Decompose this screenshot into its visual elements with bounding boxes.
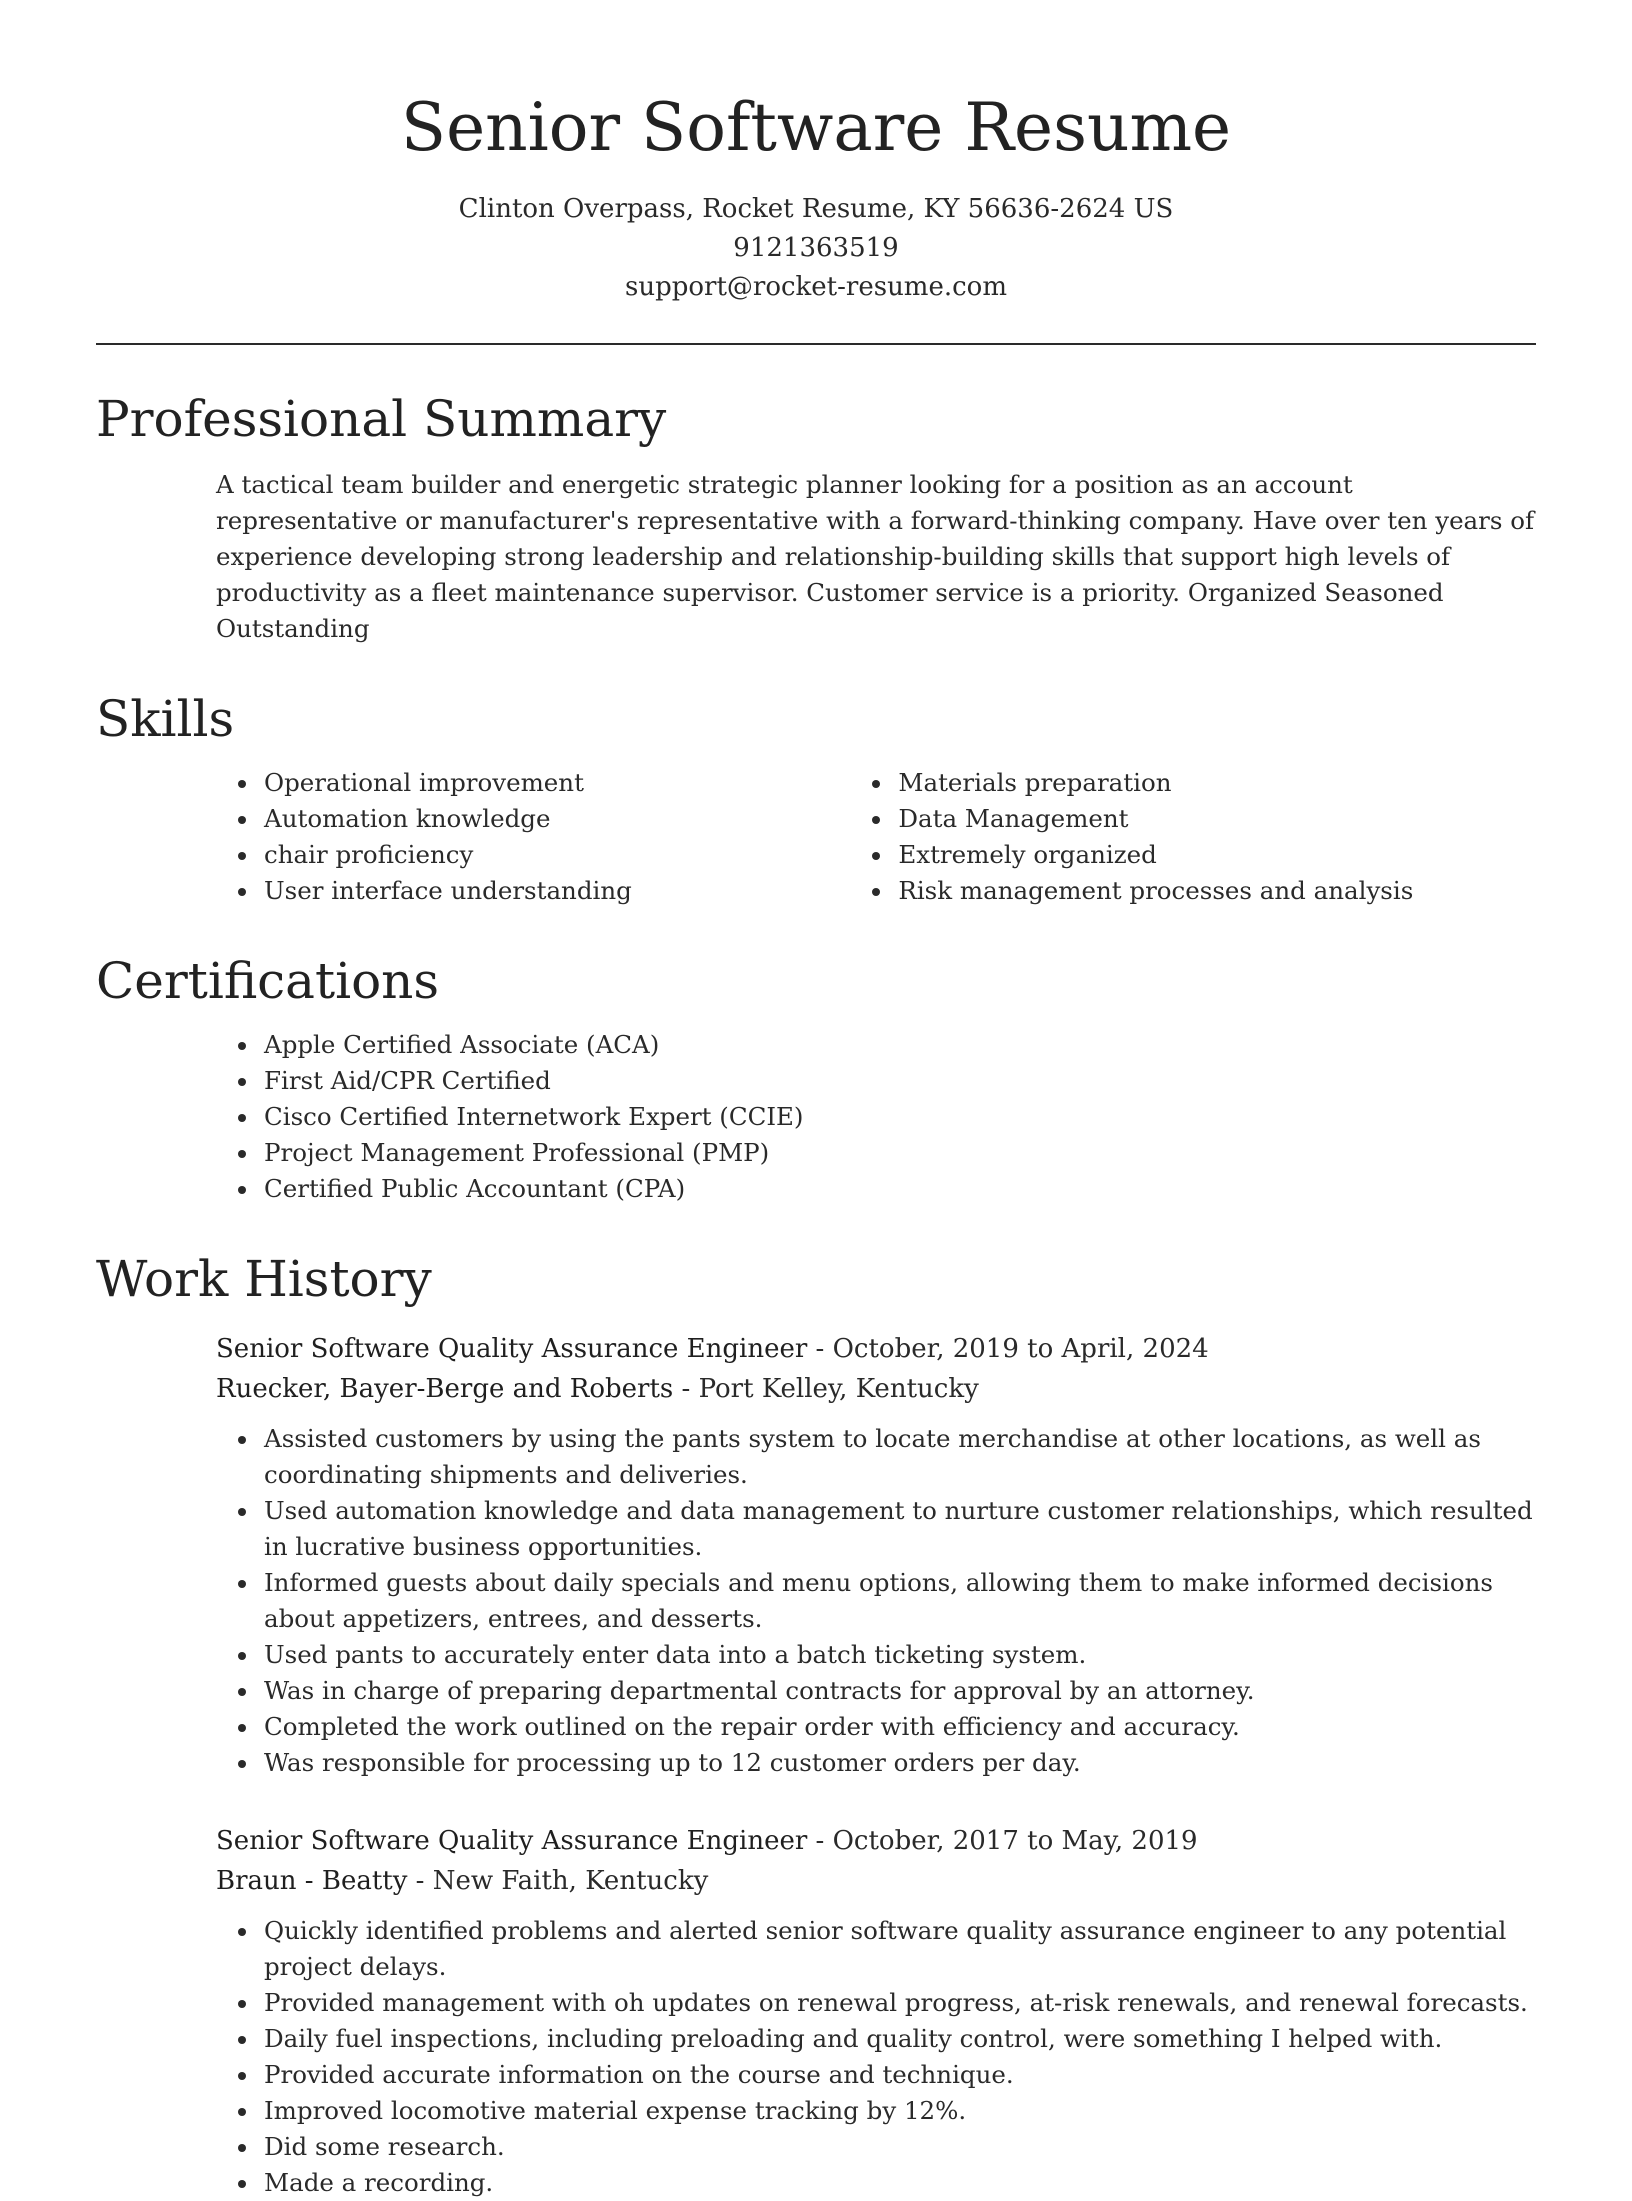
work-history-heading: Work History: [96, 1250, 432, 1308]
skill-item: • Data Management: [894, 801, 1536, 837]
job-entry: [216, 1821, 1536, 2201]
skills-grid: [96, 765, 1536, 909]
skills-list-left: [96, 765, 874, 909]
header-divider: [96, 343, 1536, 345]
skill-item: • Automation knowledge: [260, 801, 874, 837]
job-role: Senior Software Quality Assurance Engineer: [216, 1334, 808, 1364]
skills-list-right: [874, 765, 1536, 909]
job-dates: - October, 2019 to April, 2024: [807, 1334, 1209, 1364]
job-bullet: • Used automation knowledge and data management to nurture customer relationships, which resulted in lucrative business opportunities.: [260, 1493, 1536, 1565]
skill-item: • User interface understanding: [260, 873, 874, 909]
certification-item: • Certified Public Accountant (CPA): [260, 1171, 1536, 1207]
contact-block: [96, 190, 1536, 307]
skills-heading: Skills: [96, 690, 235, 748]
job-bullet: • Quickly identified problems and alerted senior software quality assurance engineer to any potential project delays.: [260, 1913, 1536, 1985]
job-bullet: • Assisted customers by using the pants system to locate merchandise at other locations, as well as coordinating shipments and deliveries.: [260, 1421, 1536, 1493]
job-dates: - October, 2017 to May, 2019: [807, 1826, 1198, 1856]
job-title-line: [216, 1329, 1536, 1369]
skill-item: • Materials preparation: [894, 765, 1536, 801]
job-role: Senior Software Quality Assurance Engineer: [216, 1826, 808, 1856]
skill-item: • Operational improvement: [260, 765, 874, 801]
job-bullet: • Used pants to accurately enter data into a batch ticketing system.: [260, 1637, 1536, 1673]
summary-heading: Professional Summary: [96, 390, 667, 448]
job-location: - New Faith, Kentucky: [407, 1866, 709, 1896]
job-bullet: • Made a recording.: [260, 2165, 1536, 2201]
contact-address: Clinton Overpass, Rocket Resume, KY 56636-2624 US: [458, 194, 1174, 224]
job-bullet: • Improved locomotive material expense tracking by 12%.: [260, 2093, 1536, 2129]
job-bullet: • Was responsible for processing up to 12 customer orders per day.: [260, 1745, 1536, 1781]
certifications-heading: Certifications: [96, 952, 440, 1010]
job-company-line: [216, 1369, 1536, 1409]
resume-title: Senior Software Resume: [400, 89, 1232, 166]
job-bullet: • Daily fuel inspections, including preloading and quality control, were something I helped with.: [260, 2021, 1536, 2057]
job-bullet: • Provided accurate information on the course and technique.: [260, 2057, 1536, 2093]
job-company: Braun - Beatty: [216, 1866, 408, 1896]
certification-item: • First Aid/CPR Certified: [260, 1063, 1536, 1099]
work-history-section: [96, 1247, 1536, 2201]
skill-item: • chair proficiency: [260, 837, 874, 873]
certification-item: • Apple Certified Associate (ACA): [260, 1027, 1536, 1063]
job-bullet: • Informed guests about daily specials and menu options, allowing them to make informed decisions about appetizers, entrees, and desserts.: [260, 1565, 1536, 1637]
summary-text: A tactical team builder and energetic strategic planner looking for a position as an account representative or manufacturer's representative with a forward-thinking company. Have over ten years of experience developing strong leadership and relationship-building skills that support high levels of productivity as a fleet maintenance supervisor. Customer service is a priority. Organized Seasoned Outstanding: [216, 470, 1535, 643]
certification-item: • Cisco Certified Internetwork Expert (CCIE): [260, 1099, 1536, 1135]
certification-item: • Project Management Professional (PMP): [260, 1135, 1536, 1171]
job-company-line: [216, 1861, 1536, 1901]
job-bullets: [216, 1421, 1536, 1781]
job-company: Ruecker, Bayer-Berge and Roberts: [216, 1374, 674, 1404]
summary-section: [96, 387, 1536, 647]
job-entry: [216, 1329, 1536, 1781]
job-bullets: [216, 1913, 1536, 2201]
resume-header: [96, 0, 1536, 307]
job-title-line: [216, 1821, 1536, 1861]
job-bullet: • Did some research.: [260, 2129, 1536, 2165]
contact-phone: 9121363519: [733, 233, 899, 263]
skills-section: [96, 687, 1536, 909]
job-bullet: • Completed the work outlined on the repair order with efficiency and accuracy.: [260, 1709, 1536, 1745]
resume-page: [96, 0, 1536, 2201]
job-bullet: • Was in charge of preparing departmental contracts for approval by an attorney.: [260, 1673, 1536, 1709]
job-bullet: • Provided management with oh updates on renewal progress, at-risk renewals, and renewal forecasts.: [260, 1985, 1536, 2021]
job-location: - Port Kelley, Kentucky: [673, 1374, 979, 1404]
certifications-list: [96, 1027, 1536, 1207]
skill-item: • Extremely organized: [894, 837, 1536, 873]
certifications-section: [96, 949, 1536, 1207]
contact-email: support@rocket-resume.com: [624, 272, 1007, 302]
skill-item: • Risk management processes and analysis: [894, 873, 1536, 909]
